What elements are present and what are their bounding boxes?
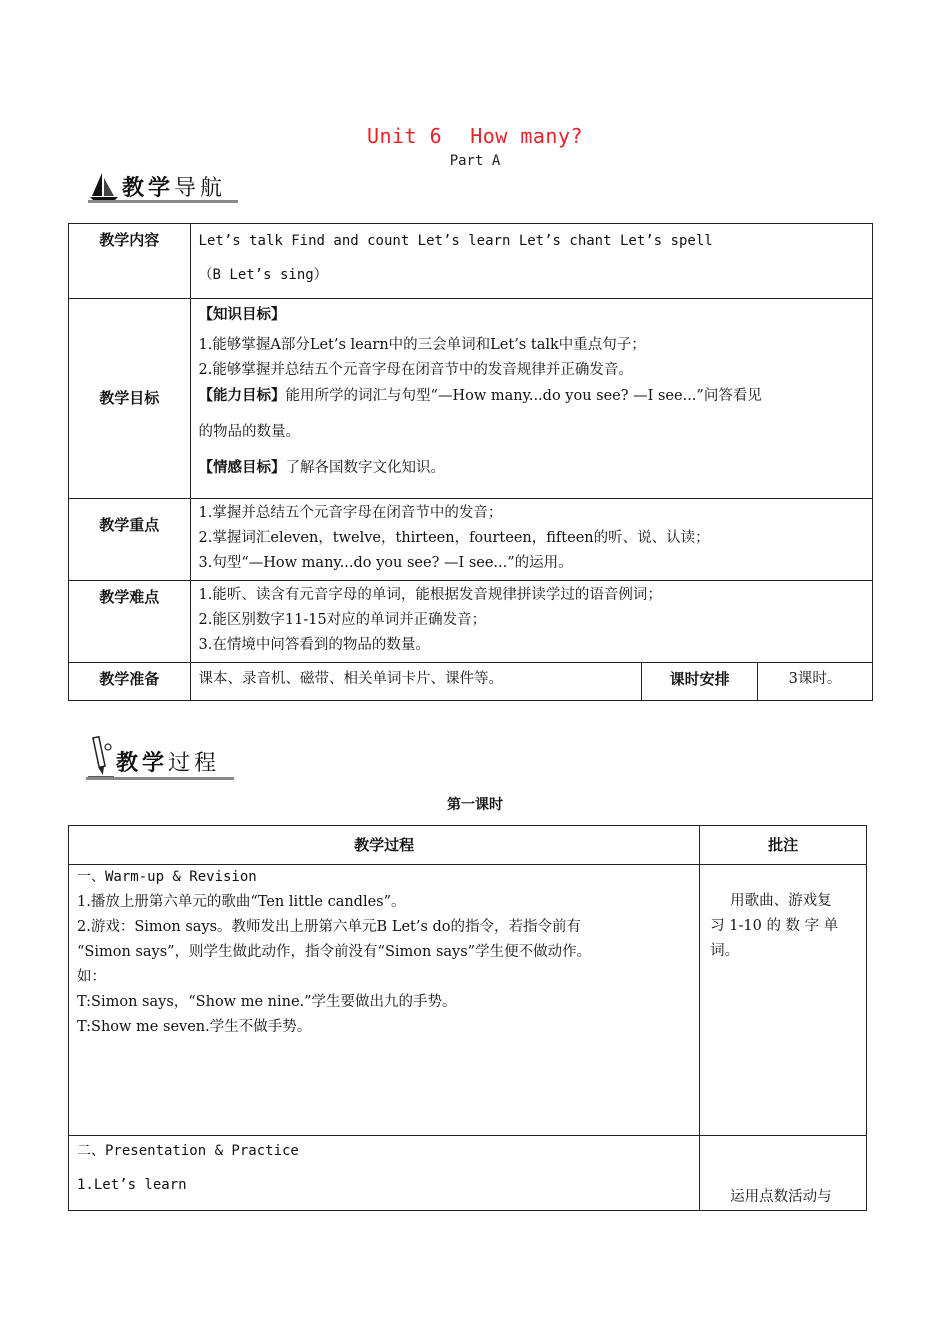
logo-text xyxy=(122,171,226,202)
logo-underline xyxy=(86,777,234,780)
difficult-point: 3.在情境中问答看到的物品的数量。 xyxy=(198,637,430,653)
key-point: 1.掌握并总结五个元音字母在闭音节中的发音； xyxy=(198,505,503,521)
note-line: 词。 xyxy=(710,943,740,959)
warmup-step: 如： xyxy=(77,969,106,985)
difficult-points-label: 教学难点 xyxy=(69,581,191,663)
emotion-text: 了解各国数字文化知识。 xyxy=(285,460,446,476)
lesson-title: 第一课时 xyxy=(447,797,503,813)
warmup-step: 2.游戏：Simon says。教师发出上册第六单元B Let’s do的指令，若指令前有 xyxy=(77,919,582,935)
note-line: 习 1-10 的 数 字 单 xyxy=(710,918,839,934)
warmup-note-cell xyxy=(700,865,867,1136)
pencil-figure-icon xyxy=(86,735,116,779)
logo-light-text: 导航 xyxy=(174,176,227,201)
presentation-cell xyxy=(69,1136,700,1211)
content-cell xyxy=(190,224,872,299)
emotion-line xyxy=(199,451,864,485)
logo-text xyxy=(116,746,220,777)
sailboat-icon xyxy=(88,170,122,202)
difficult-points-cell xyxy=(190,581,872,663)
teaching-process-table xyxy=(68,825,867,1211)
ability-text-continued: 的物品的数量。 xyxy=(198,424,301,440)
ability-text: 能用所学的词汇与句型“—How many...do you see? —I see...”问答看见 xyxy=(285,388,762,404)
warmup-heading: 一、Warm-up & Revision xyxy=(77,869,257,885)
table-row xyxy=(69,299,873,499)
teaching-process-logo xyxy=(86,735,246,781)
title-question: How many? xyxy=(470,124,584,148)
table-row xyxy=(69,865,867,1136)
warmup-step: “Simon says”，则学生做此动作，指令前没有“Simon says”学生便不做动作。 xyxy=(77,944,592,960)
table-row xyxy=(69,581,873,663)
logo-bold-text: 教学 xyxy=(122,176,175,201)
ability-line xyxy=(199,383,864,409)
difficult-point: 1.能听、读含有元音字母的单词，能根据发音规律拼读学过的语音例词； xyxy=(198,587,662,603)
content-line: Let’s talk Find and count Let’s learn Let’s chant Let’s spell xyxy=(198,233,713,249)
key-point: 3.句型“—How many...do you see? —I see...”的运用。 xyxy=(198,555,573,571)
note-line: 用歌曲、游戏复 xyxy=(730,893,832,909)
notes-column-header: 批注 xyxy=(700,826,867,865)
teaching-navigation-logo xyxy=(88,170,248,204)
content-label: 教学内容 xyxy=(69,224,191,299)
note-line: 运用点数活动与 xyxy=(730,1189,832,1205)
presentation-step: 1.Let’s learn xyxy=(77,1177,187,1193)
goals-label: 教学目标 xyxy=(69,299,191,499)
knowledge-heading: 【知识目标】 xyxy=(198,306,286,323)
schedule-value: 3课时。 xyxy=(758,663,873,701)
process-column-header: 教学过程 xyxy=(69,826,700,865)
table-row xyxy=(69,499,873,581)
knowledge-item: 1.能够掌握A部分Let’s learn中的三会单词和Let’s talk中重点句子； xyxy=(198,337,646,353)
presentation-heading: 二、Presentation & Practice xyxy=(77,1143,299,1159)
warmup-step: T:Show me seven.学生不做手势。 xyxy=(77,1019,312,1035)
key-points-cell xyxy=(190,499,872,581)
table-row xyxy=(69,1136,867,1211)
key-points-label: 教学重点 xyxy=(69,499,191,581)
key-point: 2.掌握词汇eleven，twelve，thirteen，fourteen，fifteen的听、说、认读； xyxy=(198,530,710,546)
warmup-step: 1.播放上册第六单元的歌曲“Ten little candles”。 xyxy=(77,894,406,910)
ability-heading: 【能力目标】 xyxy=(198,387,286,404)
difficult-point: 2.能区别数字11-15对应的单词并正确发音； xyxy=(198,612,487,628)
table-header-row xyxy=(69,826,867,865)
logo-bold-text: 教学 xyxy=(116,751,169,776)
content-line: （B Let’s sing） xyxy=(198,267,328,283)
document-title xyxy=(0,124,950,148)
preparation-cell: 课本、录音机、磁带、相关单词卡片、课件等。 xyxy=(190,663,642,701)
logo-light-text: 过程 xyxy=(168,751,221,776)
schedule-label: 课时安排 xyxy=(642,663,758,701)
document-subtitle: Part A xyxy=(449,153,501,169)
emotion-heading: 【情感目标】 xyxy=(198,459,286,476)
table-row xyxy=(69,663,873,701)
table-row xyxy=(69,224,873,299)
presentation-note-cell xyxy=(700,1136,867,1211)
preparation-label: 教学准备 xyxy=(69,663,191,701)
warmup-step: T:Simon says，“Show me nine.”学生要做出九的手势。 xyxy=(77,994,457,1010)
goals-cell xyxy=(190,299,872,499)
knowledge-item: 2.能够掌握并总结五个元音字母在闭音节中的发音规律并正确发音。 xyxy=(198,362,633,378)
title-unit: Unit 6 xyxy=(366,124,443,148)
teaching-overview-table xyxy=(68,223,873,701)
warmup-cell xyxy=(69,865,700,1136)
